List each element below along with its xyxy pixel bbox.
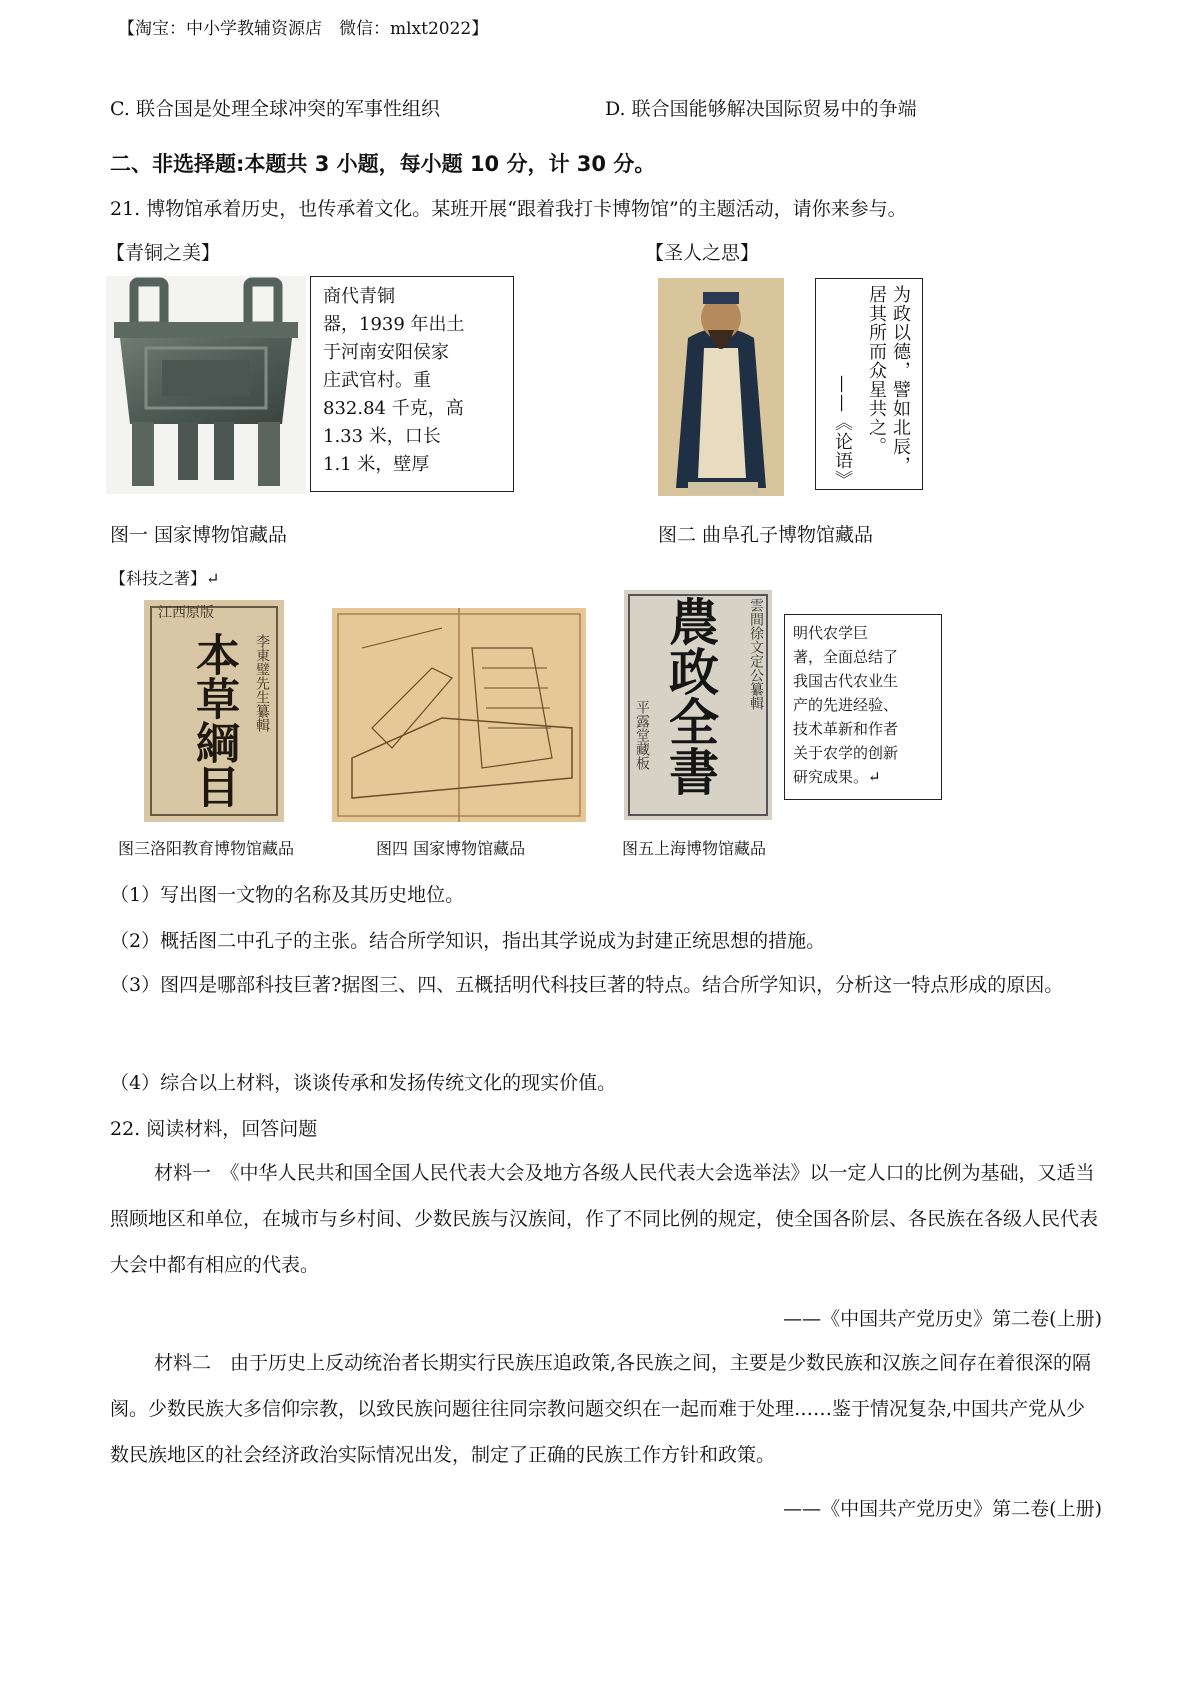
sage-quote-source: ——《论语》 xyxy=(832,375,853,489)
nongzheng-side-text: 雲間徐文定公纂輯 xyxy=(748,598,764,710)
bronze-description-box: 商代青铜 器，1939 年出土 于河南安阳侯家 庄武官村。重 832.84 千克，高 1.33 米，口长 1.1 米，壁厚 xyxy=(310,276,514,492)
bencao-side-text: 李東璧先生纂輯 xyxy=(254,634,270,732)
nongzheng-quanshu-image xyxy=(624,590,772,820)
watermark-text: 【淘宝：中小学教辅资源店 微信：mlxt2022】 xyxy=(118,19,489,39)
q21-stem: 21. 博物馆承着历史，也传承着文化。某班开展“跟着我打卡博物馆”的主题活动，请你来参与。 xyxy=(110,198,907,220)
bencao-gangmu-image xyxy=(144,600,284,822)
tiangong-kaiwu-image xyxy=(332,608,586,822)
tech-heading: 【科技之著】↵ xyxy=(110,569,220,588)
q22-stem: 22. 阅读材料，回答问题 xyxy=(110,1118,318,1140)
fig4-caption: 图四 国家博物馆藏品 xyxy=(376,839,526,858)
confucius-portrait-image xyxy=(658,278,784,496)
q21-sub2: （2）概括图二中孔子的主张。结合所学知识，指出其学说成为封建正统思想的措施。 xyxy=(110,930,826,952)
bencao-title: 本草綱目 xyxy=(188,632,239,808)
nongzheng-side-text-2: 平露堂藏板 xyxy=(634,700,650,770)
section-heading: 二、非选择题:本题共 3 小题，每小题 10 分，计 30 分。 xyxy=(110,152,656,176)
q21-sub1: （1）写出图一文物的名称及其历史地位。 xyxy=(110,884,465,906)
sage-quote-box xyxy=(815,278,923,490)
q22-material-2-source: ——《中国共产党历史》第二卷(上册) xyxy=(783,1498,1102,1520)
q22-material-1-source: ——《中国共产党历史》第二卷(上册) xyxy=(783,1308,1102,1330)
sage-quote-text: 为政以德，譬如北辰，居其所而众星共之。 xyxy=(866,285,911,475)
q22-material-2: 材料二 由于历史上反动统治者长期实行民族压追政策,各民族之间，主要是少数民族和汉族之间存在着很深的隔阂。少数民族大多信仰宗教，以致民族问题往往同宗教问题交织在一起而难于处理……鉴于情况复杂,中国共产党从少数民族地区的社会经济政治实际情况出发，制定了正确的民族工作方针和政策。 xyxy=(110,1352,1092,1466)
bronze-ding-image xyxy=(106,276,306,494)
sage-heading: 【圣人之思】 xyxy=(645,242,760,264)
option-c: C. 联合国是处理全球冲突的军事性组织 xyxy=(110,98,440,120)
option-d: D. 联合国能够解决国际贸易中的争端 xyxy=(605,98,917,120)
q22-material-1: 材料一 《中华人民共和国全国人民代表大会及地方各级人民代表大会选举法》以一定人口的比例为基础，又适当照顾地区和单位，在城市与乡村间、少数民族与汉族间，作了不同比例的规定，使全国各阶层、各民族在各级人民代表大会中都有相应的代表。 xyxy=(110,1162,1099,1276)
bronze-heading: 【青铜之美】 xyxy=(106,242,221,264)
fig2-caption: 图二 曲阜孔子博物馆藏品 xyxy=(658,524,874,546)
fig5-caption: 图五上海博物馆藏品 xyxy=(622,839,767,858)
q21-sub3: （3）图四是哪部科技巨著?据图三、四、五概括明代科技巨著的特点。结合所学知识，分析这一特点形成的原因。 xyxy=(110,974,1064,996)
fig3-caption: 图三洛阳教育博物馆藏品 xyxy=(118,839,295,858)
bencao-top-text: 江西原版 xyxy=(158,605,214,621)
fig1-caption: 图一 国家博物馆藏品 xyxy=(110,524,288,546)
nongzheng-title: 農政全書 xyxy=(661,596,720,796)
nongzheng-description-box: 明代农学巨 著，全面总结了 我国古代农业生 产的先进经验、 技术革新和作者 关于农学的创新 研究成果。↵ xyxy=(784,614,942,800)
q21-sub4: （4）综合以上材料，谈谈传承和发扬传统文化的现实价值。 xyxy=(110,1072,617,1094)
